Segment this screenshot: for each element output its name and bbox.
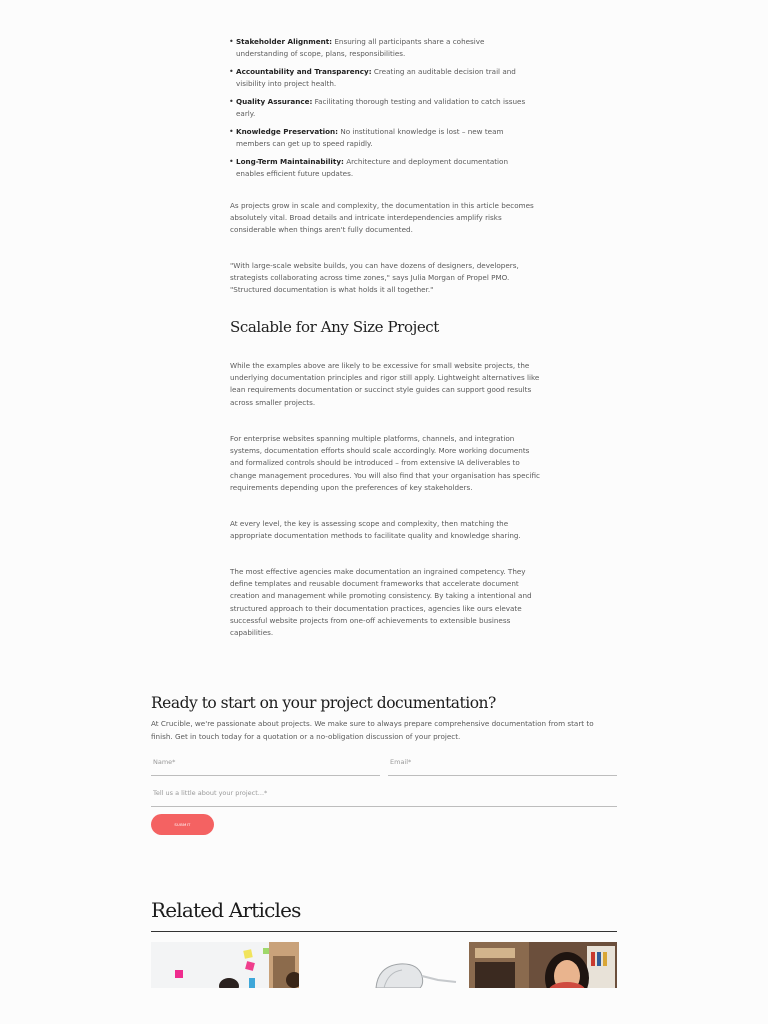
- message-placeholder: Tell us a little about your project...*: [153, 789, 268, 797]
- paragraph-quote: "With large-scale website builds, you can have dozens of designers, developers, strategists collaborating across time zones," says Julia Morgan of Propel PMO. "Structured documentation is what holds it all together.": [230, 261, 519, 295]
- name-placeholder: Name*: [153, 758, 176, 766]
- related-article-2-image[interactable]: [310, 942, 458, 988]
- list-item: • Knowledge Preservation: No institutional knowledge is lost – new team members can get up to speed rapidly.: [230, 126, 538, 150]
- list-item: • Long-Term Maintainability: Architecture and deployment documentation enables efficient future updates.: [230, 156, 538, 180]
- project-message-input[interactable]: [151, 789, 617, 807]
- cta-text: At Crucible, we're passionate about projects. We make sure to always prepare comprehensive documentation from start to finish. Get in touch today for a quotation or a no-obligation discussion of your project.: [151, 719, 594, 741]
- name-input[interactable]: [151, 758, 380, 776]
- woman-portrait-image: [469, 942, 617, 988]
- submit-button[interactable]: SUBMIT: [151, 814, 214, 835]
- paragraph-small-projects: While the examples above are likely to be excessive for small website projects, the underlying documentation principles and rigor still apply. Lightweight alternatives like lean requirements documentation or succinct style guides can support good results across smaller projects.: [230, 361, 540, 407]
- section-heading: Scalable for Any Size Project: [230, 318, 439, 336]
- related-articles-title: Related Articles: [151, 898, 301, 922]
- paragraph-every-level: At every level, the key is assessing scope and complexity, then matching the appropriate documentation methods to facilitate quality and knowledge sharing.: [230, 519, 521, 541]
- email-placeholder: Email*: [390, 758, 412, 766]
- list-item: • Stakeholder Alignment: Ensuring all participants share a cohesive understanding of scope, plans, responsibilities.: [230, 36, 538, 60]
- related-article-3-image[interactable]: [469, 942, 617, 988]
- list-item: • Accountability and Transparency: Creating an auditable decision trail and visibility into project health.: [230, 66, 538, 90]
- bullet-list: [230, 36, 538, 180]
- office-whiteboard-image: [151, 942, 299, 988]
- glass-object-image: [310, 942, 458, 988]
- cta-section: [151, 694, 617, 743]
- divider: [151, 931, 617, 932]
- email-input[interactable]: [388, 758, 617, 776]
- related-article-1-image[interactable]: [151, 942, 299, 988]
- list-item: • Quality Assurance: Facilitating thorough testing and validation to catch issues early.: [230, 96, 538, 120]
- paragraph-scale: As projects grow in scale and complexity, the documentation in this article becomes absolutely vital. Broad details and intricate interdependencies amplify risks considerable when things aren't fully documented.: [230, 201, 534, 235]
- paragraph-agencies: The most effective agencies make documentation an ingrained competency. They define templates and reusable document frameworks that accelerate document creation and management while promoting consistency. By taking a intentional and structured approach to their documentation practices, agencies like ours elevate successful website projects from one-off achievements to extensible business capabilities.: [230, 567, 532, 638]
- paragraph-enterprise: For enterprise websites spanning multiple platforms, channels, and integration systems, documentation efforts should scale accordingly. More working documents and formalized controls should be introduced – from extensive IA deliverables to change management procedures. You will also find that your organisation has specific requirements depending upon the preferences of key stakeholders.: [230, 434, 540, 492]
- cta-title: Ready to start on your project documentation?: [151, 694, 496, 712]
- article-bullets: [230, 36, 538, 186]
